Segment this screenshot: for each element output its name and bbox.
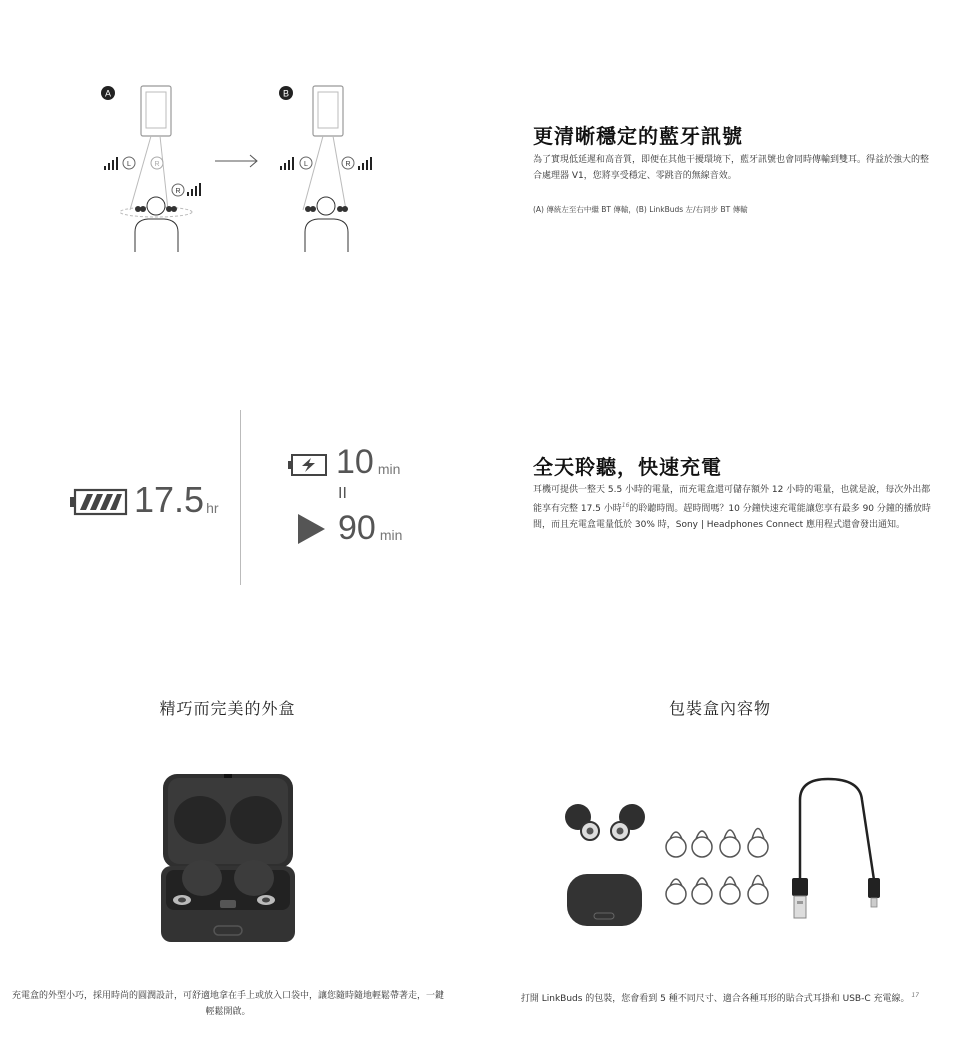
box-contents-image xyxy=(560,775,900,935)
charging-case-image xyxy=(158,770,298,946)
case-title: 精巧而完美的外盒 xyxy=(159,699,296,718)
label-r-a: R xyxy=(154,161,160,168)
battery-title: 全天聆聽，快速充電 xyxy=(533,455,722,479)
label-r-b: R xyxy=(345,161,351,168)
charge-time-value: 10 xyxy=(336,443,374,481)
badge-b: B xyxy=(282,88,290,99)
box-footnote-17: 17 xyxy=(911,992,920,999)
case-caption: 充電盒的外型小巧，採用時尚的圓潤設計，可舒適地拿在手上或放入口袋中，讓您隨時隨地輕鬆帶著走，一鍵輕鬆開啟。 xyxy=(11,991,444,1017)
charging-battery-icon xyxy=(288,454,328,476)
battery-total xyxy=(70,478,219,522)
quick-charge-row xyxy=(288,442,400,482)
box-title: 包裝盒內容物 xyxy=(668,699,771,718)
section-divider xyxy=(240,410,241,585)
battery-body-part1: 耳機可提供一整天 5.5 小時的電量，而充電盒還可儲存額外 12 小時的電量，也就是說，每次外出都能享有完整 17.5 小時 xyxy=(533,485,931,514)
badge-a: A xyxy=(104,88,112,99)
box-contents-svg xyxy=(560,775,900,935)
box-caption xyxy=(508,988,932,1007)
battery-full-icon xyxy=(70,488,128,516)
play-time-value: 90 xyxy=(338,509,376,547)
play-time-unit: min xyxy=(379,527,403,543)
battery-body-part2: 的聆聽時間。趕時間嗎？10 分鐘快速充電能讓您享有最多 90 分鐘的播放時間，而且充電盒電量低於 30% 時，Sony | Headphones Connect 應用程式還會發出通知。 xyxy=(533,504,931,530)
play-time-row xyxy=(298,508,402,548)
label-l-a: L xyxy=(127,161,131,168)
bluetooth-diagram xyxy=(90,80,390,265)
charging-case-svg xyxy=(158,770,298,946)
battery-total-value: 17.5 xyxy=(134,479,205,520)
play-icon xyxy=(298,514,326,544)
bluetooth-diagram-svg xyxy=(90,80,390,265)
bluetooth-title: 更清晰穩定的藍牙訊號 xyxy=(533,124,743,148)
bluetooth-body: 為了實現低延遲和高音質，即便在其他干擾環境下，藍牙訊號也會同時傳輸到雙耳。得益於強大的整合處理器 V1，您將享受穩定、零跳音的無線音效。 xyxy=(533,155,930,181)
box-caption-text: 打開 LinkBuds 的包裝，您會看到 5 種不同尺寸、適合各種耳形的貼合式耳掛和 USB-C 充電線。 xyxy=(520,994,910,1004)
battery-body xyxy=(533,482,933,533)
label-r-a2: R xyxy=(175,188,181,195)
charge-time-unit: min xyxy=(377,461,401,477)
bluetooth-note: (A) 傳統左至右中繼 BT 傳輸，(B) LinkBuds 左/右同步 BT 傳輸 xyxy=(533,205,748,214)
battery-total-unit: hr xyxy=(206,500,219,516)
equals-mark: II xyxy=(338,485,347,502)
battery-footnote-16: 16 xyxy=(621,502,630,509)
label-l-b: L xyxy=(304,161,308,168)
